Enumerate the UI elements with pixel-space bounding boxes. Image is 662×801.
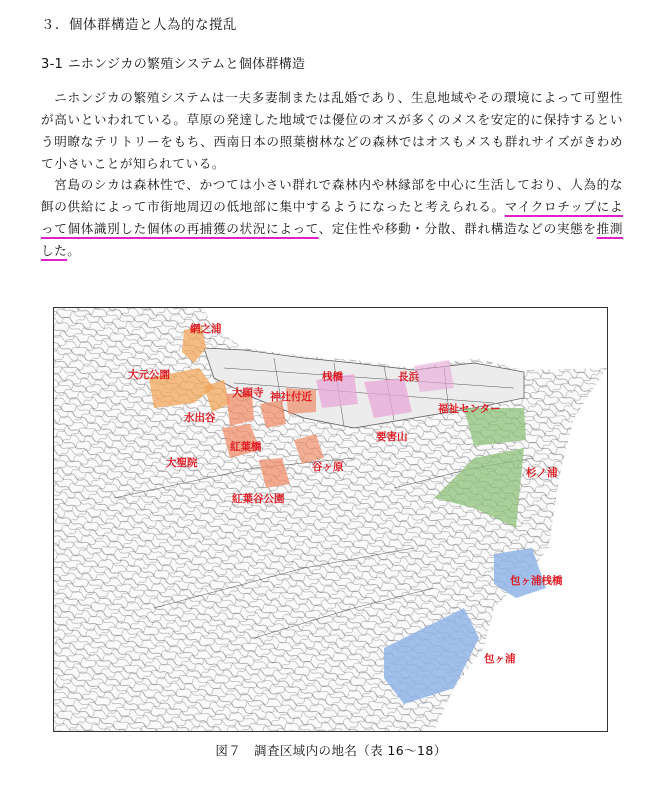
paragraph-2-text-b: 、定住性や移動・分散、群れ構造などの実態を (318, 221, 597, 236)
survey-area-map (53, 307, 608, 732)
label-omoto-park: 大元公園 (128, 369, 170, 381)
label-tanigahara: 谷ヶ原 (312, 461, 344, 473)
label-mizuhatadani: 水出谷 (184, 412, 216, 424)
highlighted-text-estimate: 推測した (41, 221, 623, 258)
label-sanbashi: 桟橋 (322, 371, 343, 383)
figure-caption: 図７ 調査区域内の地名（表 16～18） (215, 743, 447, 758)
label-suginoura: 杉ノ浦 (526, 467, 558, 479)
highlighted-text-microchip: マイクロチップによって個体識別した個体の再捕獲の状況によって (41, 199, 623, 236)
paragraph-2-text-a: 宮島のシカは森林性で、かつては小さい群れで森林内や林縁部を中心に生活しており、人為的な餌の供給によって市街地周辺の低地部に集中するようになったと考えられる。 (41, 177, 623, 214)
label-daiganji: 大願寺 (232, 387, 264, 399)
label-nagahama: 長浜 (398, 371, 419, 383)
paragraph-2-text-c: 。 (67, 243, 81, 258)
label-yogaisan: 要害山 (376, 431, 408, 443)
paragraph-2 (41, 174, 623, 262)
label-daishoin: 大聖院 (166, 457, 198, 469)
label-tsutsumigaura-pier: 包ヶ浦桟橋 (510, 575, 563, 587)
subsection-heading: 3-1 ニホンジカの繁殖システムと個体群構造 (41, 57, 306, 72)
paragraph-1: ニホンジカの繁殖システムは一夫多妻制または乱婚であり、生息地域やその環境によって可塑性が高いといわれている。草原の発達した地域では優位のオスが多くのメスを安定的に保持するという明瞭なテリトリーをもち、西南日本の照葉樹林などの森林ではオスもメスも群れサイズがきわめて小さいことが知られている。 (41, 90, 623, 171)
section-heading: ３．個体群構造と人為的な撹乱 (41, 17, 237, 33)
label-jinja-area: 神社付近 (270, 391, 312, 403)
map-svg (54, 308, 607, 731)
label-momijibashi: 紅葉橋 (230, 441, 262, 453)
label-ajinoura: 網之浦 (190, 323, 222, 335)
label-momijidani-park: 紅葉谷公園 (232, 493, 285, 505)
label-welfare-center: 福祉センター (438, 403, 501, 415)
label-tsutsumigaura: 包ヶ浦 (484, 653, 516, 665)
